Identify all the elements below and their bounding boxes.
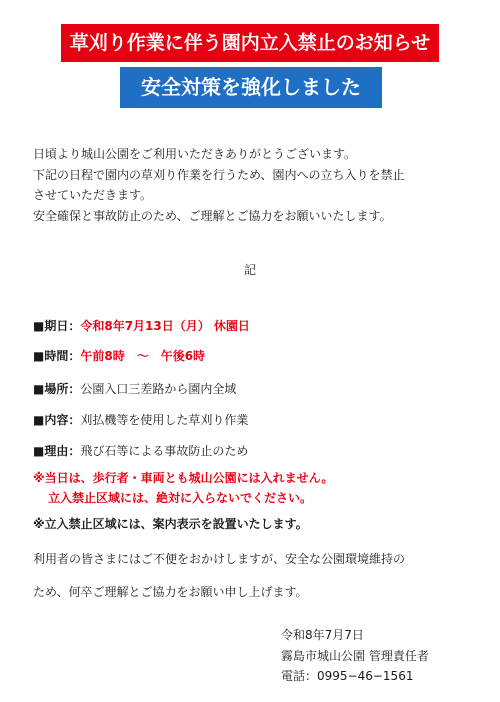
item-time xyxy=(33,348,205,364)
ki-heading: 記 xyxy=(243,263,256,277)
item-reason-value: 飛び石等による事故防止のため xyxy=(80,444,249,458)
intro-line-3: させていただきます。 xyxy=(33,188,153,202)
notice-title-banner: 草刈り作業に伴う園内立入禁止のお知らせ xyxy=(61,24,439,62)
item-reason-label: ■理由： xyxy=(33,444,81,458)
item-date-value: 令和8年7月13日（月） 休園日 xyxy=(80,319,250,333)
signature-org: 霧島市城山公園 管理責任者 xyxy=(281,649,429,663)
intro-line-1: 日頃より城山公園をご利用いただきありがとうございます。 xyxy=(33,147,357,161)
signature-date: 令和8年7月7日 xyxy=(281,628,364,642)
item-content-value: 刈払機等を使用した草刈り作業 xyxy=(80,413,249,427)
item-time-value: 午前8時 ～ 午後6時 xyxy=(80,349,206,363)
item-reason xyxy=(33,443,248,459)
warning-line-1: ※当日は、歩行者・車両とも城山公園には入れません。 xyxy=(33,471,334,485)
intro-line-2: 下記の日程で園内の草刈り作業を行うため、園内への立ち入りを禁止 xyxy=(33,168,405,182)
item-time-label: ■時間： xyxy=(33,349,81,363)
item-date xyxy=(33,318,250,334)
item-place-label: ■場所： xyxy=(33,382,81,396)
item-place xyxy=(33,381,236,397)
closing-line-1: 利用者の皆さまにはご不便をおかけしますが、安全な公園環境維持の xyxy=(33,552,406,566)
notice-subtitle-banner: 安全対策を強化しました xyxy=(120,67,382,108)
item-place-value: 公園入口三差路から園内全域 xyxy=(80,382,237,396)
item-date-label: ■期日： xyxy=(33,319,81,333)
item-content-label: ■内容： xyxy=(33,413,81,427)
signage-note: ※立入禁止区域には、案内表示を設置いたします。 xyxy=(33,517,308,531)
item-content xyxy=(33,412,248,428)
intro-line-4: 安全確保と事故防止のため、ご理解とご協力をお願いいたします。 xyxy=(33,209,392,223)
closing-line-2: ため、何卒ご理解とご協力をお願い申し上げます。 xyxy=(33,585,308,599)
signature-phone: 電話：0995−46−1561 xyxy=(281,669,414,683)
warning-line-2: 立入禁止区域には、絶対に入らないでください。 xyxy=(48,491,313,505)
